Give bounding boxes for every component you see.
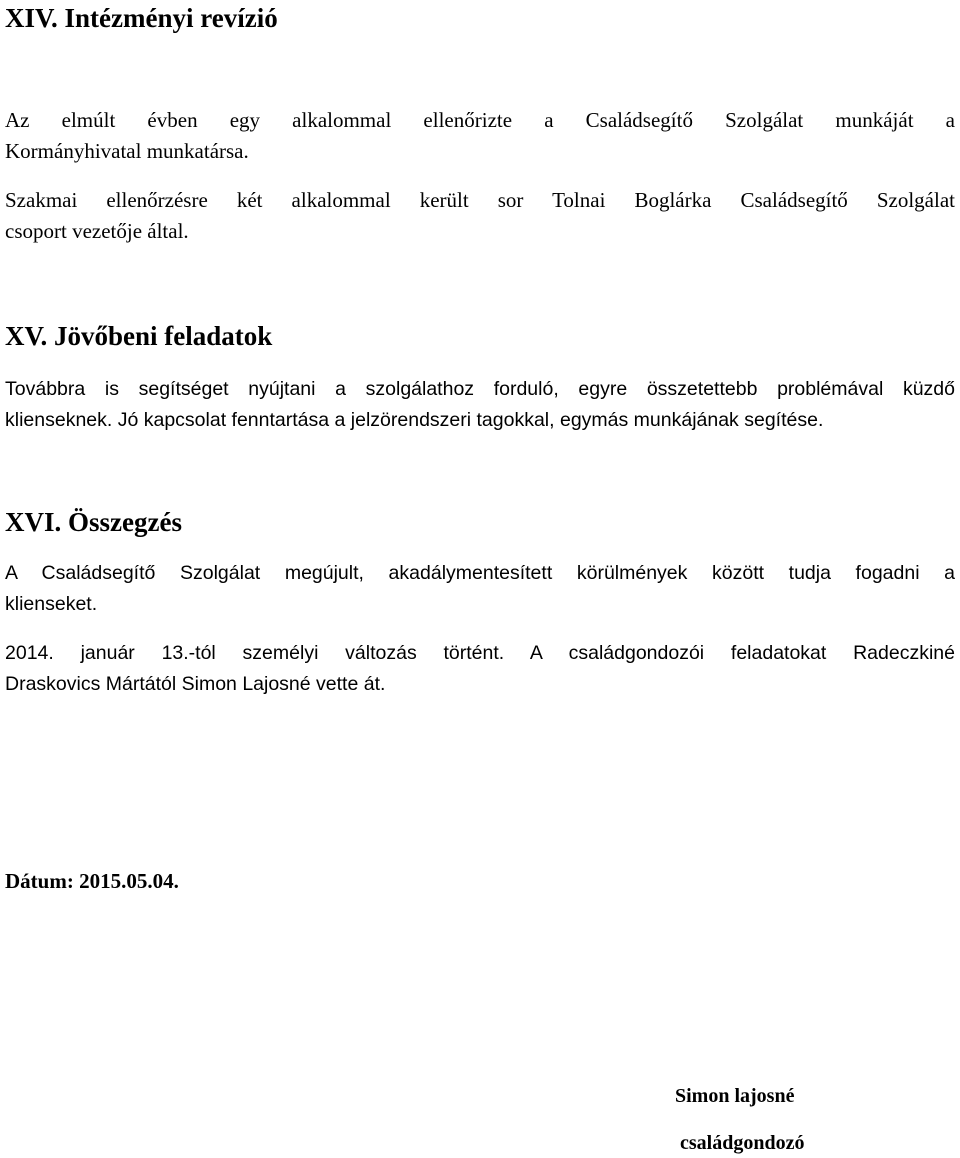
paragraph-line: klienseknek. Jó kapcsolat fenntartása a jelzörendszeri tagokkal, egymás munkájának segítése. [5,409,824,431]
paragraph-line: klienseket. [5,593,98,615]
signature-name: Simon lajosné [675,1085,795,1107]
paragraph-line: Szakmai ellenőrzésre két alkalommal került sor Tolnai Boglárka Családsegítő Szolgálat [5,188,955,212]
paragraph-future-tasks [5,374,955,436]
paragraph-summary-2 [5,638,955,700]
paragraph-revision-2 [5,185,955,247]
paragraph-line: Az elmúlt évben egy alkalommal ellenőrizte a Családsegítő Szolgálat munkáját a [5,108,955,132]
section-title-intezmenyi-revizio: XIV. Intézményi revízió [5,3,278,33]
paragraph-line: csoport vezetője által. [5,219,189,243]
section-title-jovobeni-feladatok: XV. Jövőbeni feladatok [5,321,273,351]
document-date: Dátum: 2015.05.04. [5,869,179,893]
section-title-osszegzes: XVI. Összegzés [5,507,182,537]
paragraph-line: Draskovics Mártától Simon Lajosné vette át. [5,673,386,695]
paragraph-summary-1 [5,558,955,620]
paragraph-line: 2014. január 13.-tól személyi változás történt. A családgondozói feladatokat Radeczkiné [5,642,955,664]
paragraph-line: Kormányhivatal munkatársa. [5,139,249,163]
signature-role: családgondozó [680,1132,805,1154]
paragraph-line: A Családsegítő Szolgálat megújult, akadálymentesített körülmények között tudja fogadni a [5,562,955,584]
paragraph-line: Továbbra is segítséget nyújtani a szolgálathoz forduló, egyre összetettebb problémával küzdő [5,378,955,400]
paragraph-revision-1 [5,105,955,167]
